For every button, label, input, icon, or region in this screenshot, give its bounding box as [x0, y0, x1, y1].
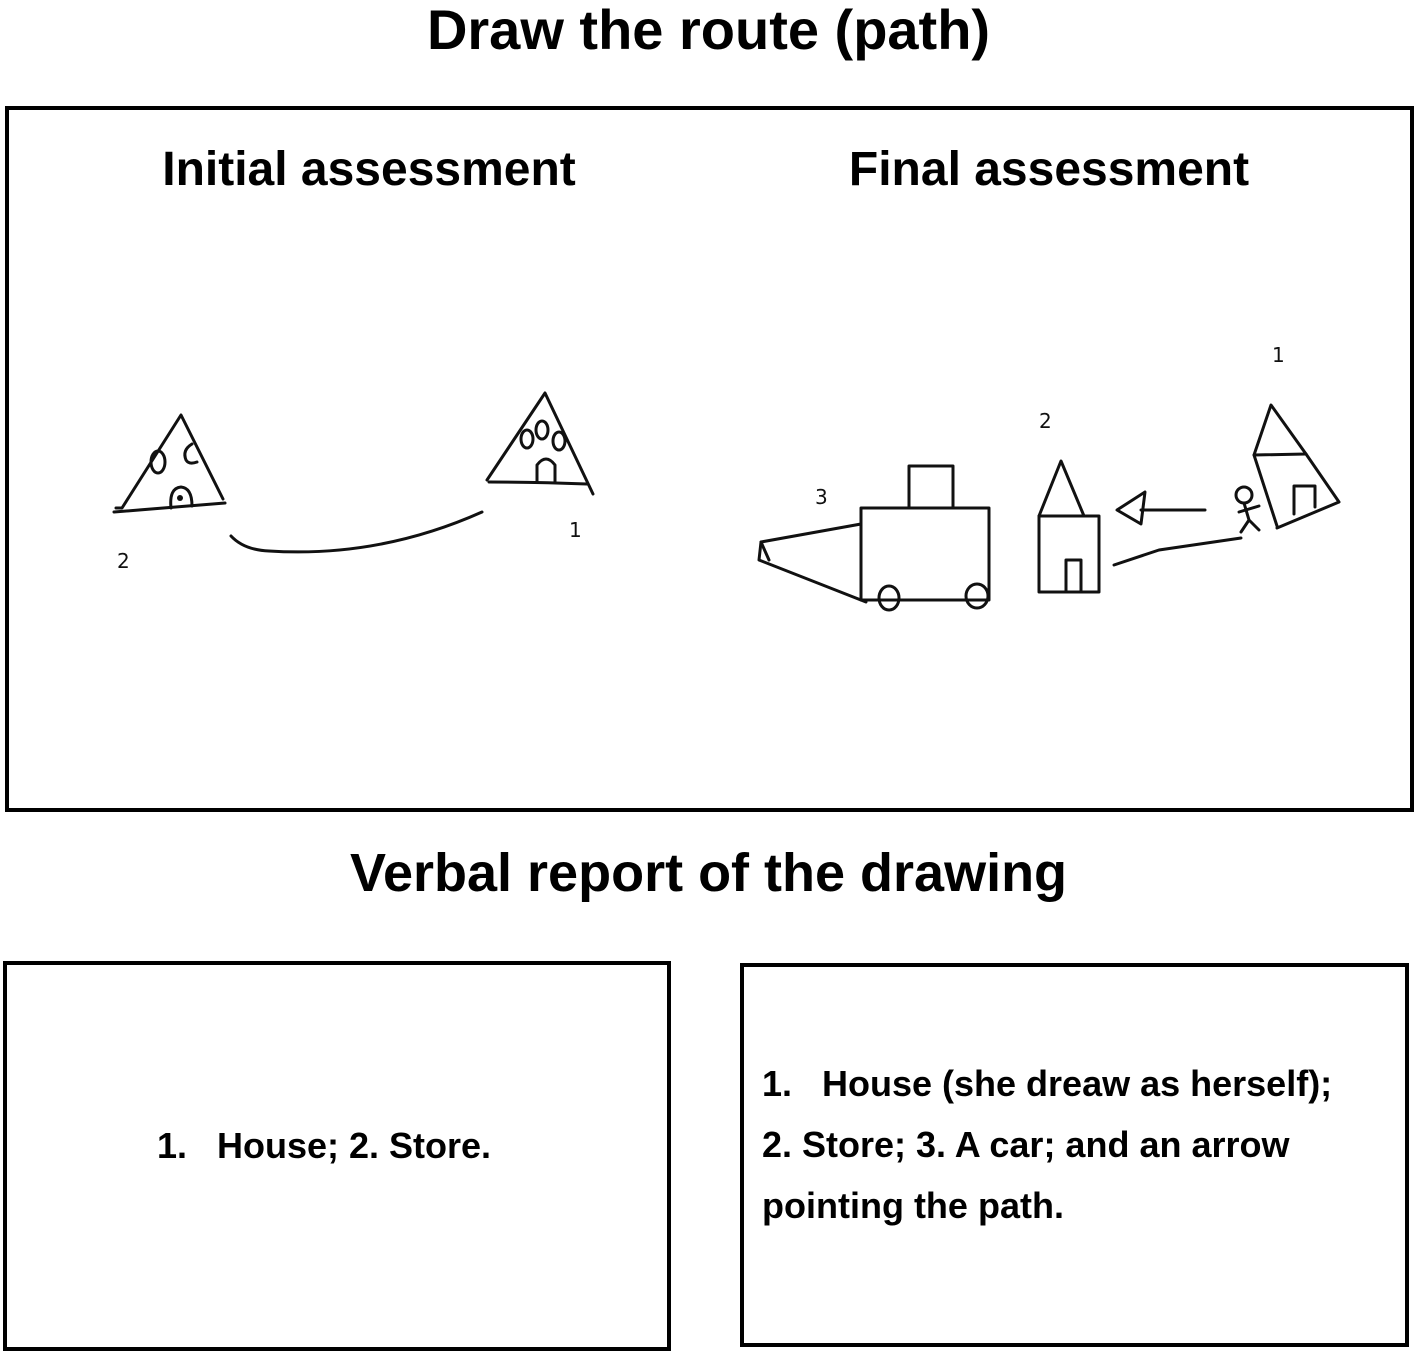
final-report-line-2: 2. Store; 3. A car; and an arrow — [762, 1124, 1290, 1165]
final-report-text — [762, 1053, 1392, 1236]
initial-label-1: 1 — [569, 518, 582, 542]
final-assessment-heading: Final assessment — [848, 143, 1250, 196]
final-person-drawing — [1236, 487, 1259, 532]
initial-house-drawing — [487, 393, 593, 494]
final-report-line-1: House (she dreaw as herself); — [822, 1063, 1333, 1104]
final-car-drawing — [759, 466, 989, 610]
final-label-1: 1 — [1272, 343, 1285, 367]
initial-report-body: House; 2. Store. — [217, 1125, 492, 1166]
initial-report-text — [157, 1115, 657, 1176]
verbal-report-title: Verbal report of the drawing — [349, 843, 1068, 903]
initial-store-drawing — [114, 415, 225, 512]
final-report-line-3: pointing the path. — [762, 1185, 1064, 1226]
initial-label-2: 2 — [117, 549, 130, 573]
initial-report-number: 1. — [157, 1125, 188, 1166]
final-report-number: 1. — [762, 1063, 793, 1104]
initial-sketch — [114, 393, 593, 573]
final-arrow-drawing — [1117, 492, 1205, 524]
final-route-line — [1114, 538, 1241, 565]
final-label-2: 2 — [1039, 409, 1052, 433]
final-house-drawing — [1254, 405, 1339, 528]
final-sketch — [759, 343, 1339, 610]
initial-report-box — [3, 961, 671, 1351]
initial-route-line — [231, 512, 482, 552]
final-report-box — [740, 963, 1409, 1347]
route-sketches — [9, 110, 1410, 808]
main-title: Draw the route (path) — [426, 0, 991, 61]
final-label-3: 3 — [815, 485, 828, 509]
initial-assessment-heading: Initial assessment — [162, 143, 576, 196]
final-store-drawing — [1039, 461, 1099, 592]
drawing-panel — [5, 106, 1414, 812]
